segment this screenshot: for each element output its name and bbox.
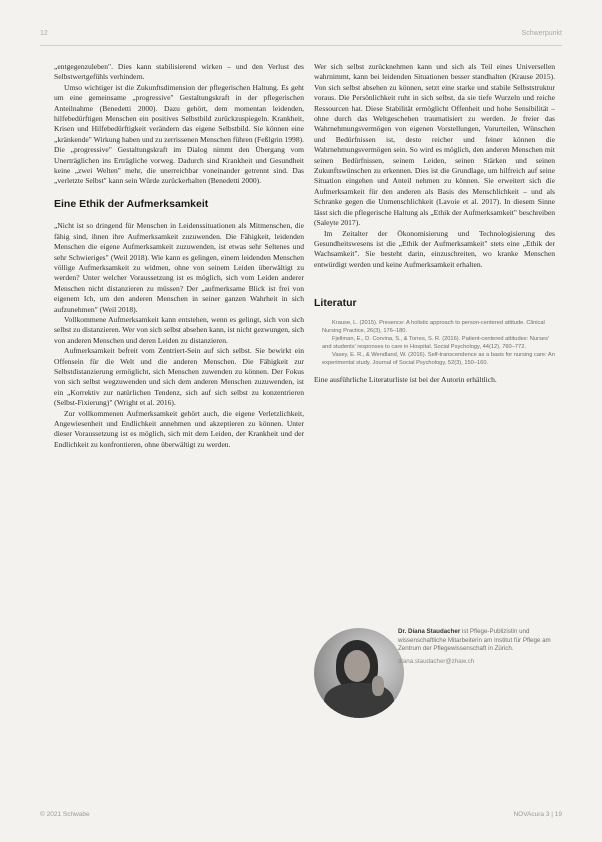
author-email: diana.staudacher@zhaw.ch — [398, 657, 475, 665]
section-heading: Eine Ethik der Aufmerksamkeit — [54, 197, 209, 210]
paragraph: Umso wichtiger ist die Zukunftsdimension der pflegerischen Haltung. Es geht um eine gemeinsame „progressive" Gestaltungskraft in der pflegerischen Anteilnahme (Benedetti 2000). Dazu gehört, dem momentan leidenden, hilfebedürftigen Menschen ein positives Selbstbild zurückzuspiegeln. Krankheit, Krisen und Hilfebedürftigkeit verändern das eigene Selbstbild. Sie können eine „kränkende" Wirkung haben und zu zerrissenen Menschen führen (Feßlgrin 1998). Die „progressive" Gestaltungskraft im Dialog nimmt den Übergang vom Unerträglichen ins Erträgliche vorweg. Dadurch sind Krankheit und Gesundheit keine „zwei Welten" mehr, die unerreichbar voneinander getrennt sind. Das „verletzte Selbst" kann sein Würde zurückerhalten (Benedetti 2000). — [54, 82, 304, 186]
author-description: ist Pflege-Publizistin und wissenschaftliche Mitarbeiterin am Institut für Pflege am Zentrum der Pflegewissenschaft in Zürich. — [398, 628, 551, 653]
author-photo — [314, 628, 404, 718]
reference-item: Fjellman, E., D. Corvina, S., & Torres, S. R. (2016). Patient-centered attitudes: Nurses' and students' responses to care in Hospital. Social Psychology, 44(12), 760–772. — [322, 335, 549, 350]
paragraph: Im Zeitalter der Ökonomisierung und Technologisierung des Gesundheitswesens ist die „Ethik der Aufmerksamkeit" stets eine „Ethik der Wachsamkeit". Sie besteht darin, einzuschreiten, wo kranke Menschen entwürdigt werden und keine Aufmerksamkeit erhalten. — [314, 228, 555, 269]
paragraph: „entgegenzuleben". Dies kann stabilisierend wirken – und den Verlust des Selbstwertgefühls verhindern. — [54, 62, 304, 82]
header-rule — [40, 45, 562, 46]
left-column — [54, 62, 304, 450]
footer-left: © 2021 Schwabe — [40, 811, 90, 818]
footer-right: NOVAcura 3 | 19 — [513, 811, 562, 818]
literature-heading: Literatur — [314, 297, 357, 310]
section-label: Schwerpunkt — [521, 30, 562, 37]
paragraph: Wer sich selbst zurücknehmen kann und sich als Teil eines Universellen wahrnimmt, kann bei leidenden Situationen besser standhalten (Krause 2015). Von sich selbst absehen zu können, setzt eine starke und stabile Selbststruktur voraus. Die Persönlichkeit ruht in sich selbst, da sie tiefe Wurzeln und reiche Ressourcen hat. Diese Stabilität ermöglicht Offenheit und hohe Sensibilität – ohne durch das Weltgeschehen traumatisiert zu werden. Je freier das Wahrnehmungsvermögen von eigenen Vorstellungen, Vorurteilen, Wünschen und Bedürfnissen ist, desto reicher und feiner können die Wahrnehmungsvermögen sein. So wird es möglich, den anderen Menschen mit seinen Bedürfnissen, seinem Leiden, seinen Stärken und seinen Zukunftswünschen zu erkennen. Dies ist die Grundlage, um hilfreich auf seine Situation eingehen und Anteil nehmen zu können. Sie erweitert sich die Aufmerksamkeit für den anderen als Basis des Menschlichkeit – und als Schranke gegen die Unmenschlichkeit (Lavoie et al. 2017). In diesem Sinne lässt sich die pflegerische Haltung als „Ethik der Aufmerksamkeit" beschreiben (Saleyte 2017). — [314, 62, 555, 228]
right-column — [314, 62, 555, 385]
page-number: 12 — [40, 30, 48, 37]
reference-item: Vasey, E. R., & Wendland, W. (2016). Self-transcendence as a basis for nursing care: An experimental study. Journal of Social Psychology, 52(3), 150–160. — [322, 351, 555, 366]
author-bio-text — [398, 628, 558, 666]
paragraph: „Nicht ist so dringend für Menschen in Leidenssituationen als Mitmenschen, die fähig sind, ihnen ihre Aufmerksamkeit zuzuwenden. Die Fähigkeit, leidenden Menschen die eigene Aufmerksamkeit zuzuwenden, ist etwas sehr Seltenes und sehr Schwieriges" (Weil 2018). Wie kann es gelingen, einem leidenden Menschen völlige Aufmerksamkeit zu widmen, ohne von seinem Leiden überwältigt zu werden? Unter welcher Voraussetzung ist es möglich, sich vom Leiden anderer Menschen nicht distanzieren zu müssen? Der „aufmerksame Blick ist frei von eigenem Ich, um den anderen Menschen in seiner ganzen Wahrheit in sich aufzunehmen" (Weil 2018). — [54, 221, 304, 314]
paragraph: Aufmerksamkeit befreit vom Zentriert-Sein auf sich selbst. Sie bewirkt ein Offensein für die Welt und die anderen Menschen. Die Fähigkeit zur Selbstdistanzierung ermöglicht, sich Menschen zuwenden zu können. Der Fokus von sich selbst wegzuwenden und sich dem anderen Menschen zuzuwenden, ist ein „Korrektiv zur natürlichen Tendenz, sich auf sich selbst zu konzentrieren (Selbst-Fixierung)" (Wright et al. 2016). — [54, 346, 304, 408]
literature-note: Eine ausführliche Literaturliste ist bei der Autorin erhältlich. — [314, 374, 497, 384]
reference-item: Krause, L. (2015). Presence: A holistic approach to person-centered attitude. Clinical Nursing Practice, 26(3), 176–180. — [322, 319, 545, 334]
author-bio — [314, 628, 559, 738]
author-name: Dr. Diana Staudacher — [398, 628, 461, 635]
paragraph: Zur vollkommenen Aufmerksamkeit gehört auch, die eigene Verletzlichkeit, Angewiesenheit und Endlichkeit annehmen und akzeptieren zu können. Unter dieser Voraussetzung ist es möglich, sich mit dem Leiden, der Krankheit und der Endlichkeit zu konfrontieren, ohne überwältigt zu werden. — [54, 408, 304, 449]
paragraph: Vollkommene Aufmerksamkeit kann entstehen, wenn es gelingt, sich von sich selbst zu distanzieren. Wer von sich selbst absehen kann, ist nicht gezwungen, sich von anderen Menschen und deren Leiden zu distanzieren. — [54, 314, 304, 345]
